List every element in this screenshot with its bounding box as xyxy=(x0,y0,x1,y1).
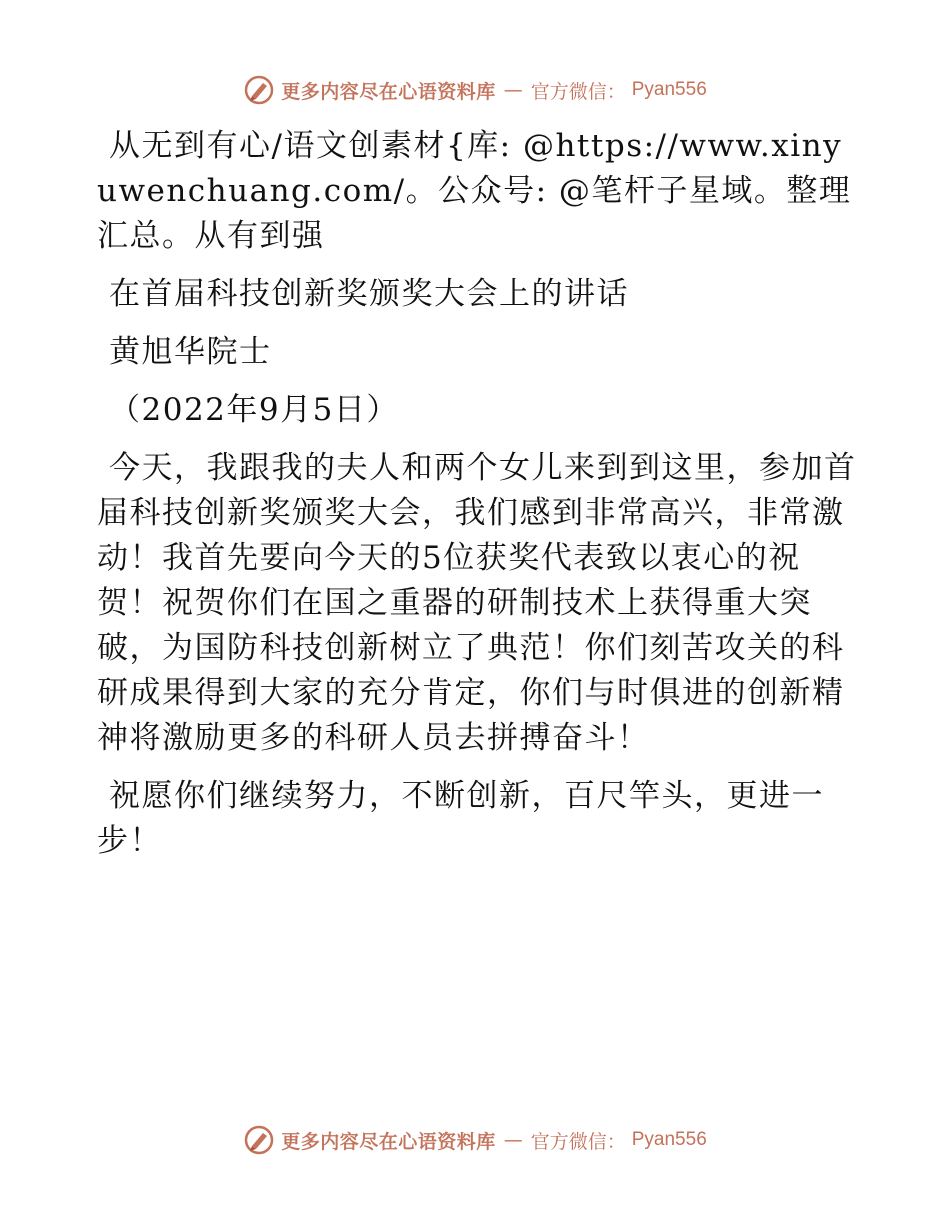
header-banner-label: 官方微信： xyxy=(530,80,626,103)
header-banner-separator: — xyxy=(503,79,523,101)
body-paragraph-1: 今天，我跟我的夫人和两个女儿来到到这里，参加首届科技创新奖颁奖大会，我们感到非常高兴，非常激动！我首先要向今天的5位获奖代表致以衷心的祝贺！祝贺你们在国之重器的研制技术上获得重大突破，为国防科技创新树立了典范！你们刻苦攻关的科研成果得到大家的充分肯定，你们与时俱进的创新精神将激励更多的科研人员去拼搏奋斗！ xyxy=(97,450,857,756)
pen-logo-icon xyxy=(243,74,275,106)
header-banner-text: 更多内容尽在心语资料库 xyxy=(281,80,496,103)
footer-banner-text: 更多内容尽在心语资料库 xyxy=(281,1130,496,1153)
intro-paragraph: 从无到有心/语文创素材{库: @https://www.xinyuwenchuang.com/。公众号: @笔杆子星域。整理汇总。从有到强 xyxy=(97,128,852,254)
document-date: （2022年9月5日） xyxy=(109,392,399,428)
header-banner-inner xyxy=(243,74,707,106)
document-body xyxy=(97,124,857,877)
pen-logo-icon xyxy=(243,1124,275,1156)
footer-banner-label: 官方微信： xyxy=(530,1130,626,1153)
footer-banner-separator: — xyxy=(503,1129,523,1151)
body-paragraph-2: 祝愿你们继续努力，不断创新，百尺竿头，更进一步！ xyxy=(97,778,824,859)
footer-banner xyxy=(0,1120,950,1160)
header-banner xyxy=(0,70,950,110)
document-title: 在首届科技创新奖颁奖大会上的讲话 xyxy=(109,276,629,312)
header-banner-wechat-id: Pyan556 xyxy=(631,79,707,100)
document-author: 黄旭华院士 xyxy=(109,334,272,370)
footer-banner-inner xyxy=(243,1124,707,1156)
footer-banner-wechat-id: Pyan556 xyxy=(631,1129,707,1150)
